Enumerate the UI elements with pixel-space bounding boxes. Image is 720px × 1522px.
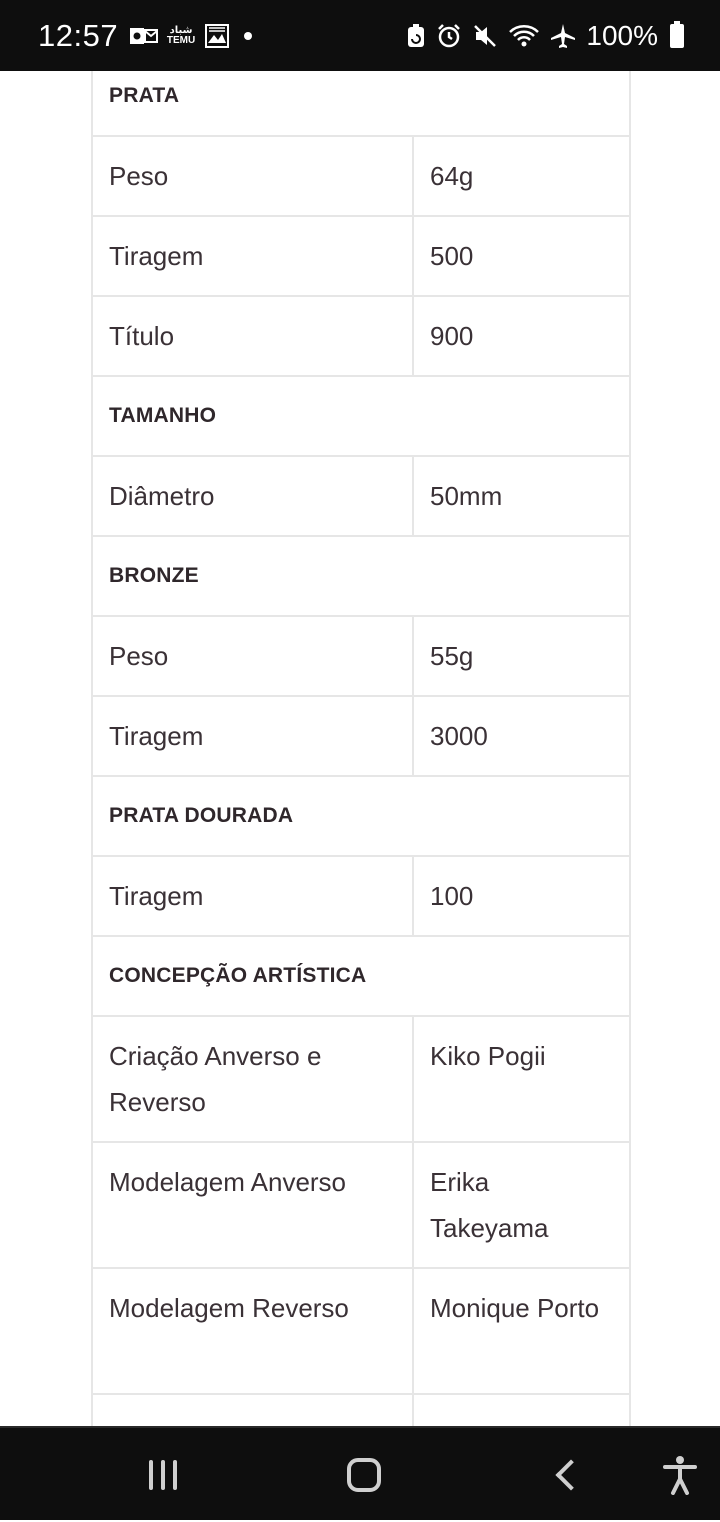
spec-label: Diâmetro bbox=[92, 456, 413, 536]
status-time: 12:57 bbox=[38, 17, 119, 53]
spec-value bbox=[413, 1394, 630, 1426]
spec-label: Modelagem Reverso bbox=[92, 1268, 413, 1394]
spec-value: 500 bbox=[413, 216, 630, 296]
section-header-row bbox=[92, 936, 630, 1016]
battery-percentage: 100% bbox=[586, 19, 658, 51]
gallery-icon bbox=[204, 23, 230, 49]
back-button[interactable] bbox=[532, 1428, 602, 1522]
spec-value: Kiko Pogii bbox=[413, 1016, 630, 1142]
spec-label: Tiragem bbox=[92, 216, 413, 296]
page-content[interactable] bbox=[0, 71, 720, 1426]
navigation-bar bbox=[0, 1426, 720, 1520]
section-header-row bbox=[92, 71, 630, 136]
airplane-icon bbox=[550, 23, 576, 49]
table-row bbox=[92, 856, 630, 936]
specifications-table-body bbox=[92, 71, 630, 1426]
home-button[interactable] bbox=[329, 1428, 399, 1522]
table-row bbox=[92, 696, 630, 776]
table-row bbox=[92, 1268, 630, 1394]
temu-label-top: شباد bbox=[169, 24, 193, 36]
spec-label: Título bbox=[92, 296, 413, 376]
spec-value: Monique Porto bbox=[413, 1268, 630, 1394]
system-icons bbox=[406, 20, 684, 52]
section-header-label: CONCEPÇÃO ARTÍSTICA bbox=[92, 936, 630, 1016]
spec-label: Criação Anverso e Reverso bbox=[92, 1016, 413, 1142]
battery-icon bbox=[670, 24, 684, 48]
section-header-row bbox=[92, 776, 630, 856]
alarm-icon bbox=[436, 23, 462, 49]
specifications-table bbox=[91, 71, 631, 1426]
table-row bbox=[92, 216, 630, 296]
spec-label: Tiragem bbox=[92, 696, 413, 776]
spec-label: Modelagem Anverso bbox=[92, 1142, 413, 1268]
accessibility-icon bbox=[663, 1455, 697, 1495]
back-icon bbox=[555, 1459, 586, 1490]
table-row bbox=[92, 1142, 630, 1268]
recents-icon bbox=[149, 1460, 177, 1490]
section-header-label: BRONZE bbox=[92, 536, 630, 616]
more-notifications-dot-icon bbox=[244, 32, 252, 40]
accessibility-button[interactable] bbox=[650, 1428, 710, 1522]
section-header-row bbox=[92, 376, 630, 456]
temu-label: TEMU bbox=[166, 34, 196, 46]
wifi-icon bbox=[508, 23, 540, 49]
spec-value: 64g bbox=[413, 136, 630, 216]
spec-label: Tiragem bbox=[92, 856, 413, 936]
recents-button[interactable] bbox=[128, 1428, 198, 1522]
section-header-label: PRATA bbox=[92, 71, 630, 136]
section-header-row bbox=[92, 536, 630, 616]
battery-saver-icon bbox=[406, 23, 426, 49]
spec-value: 55g bbox=[413, 616, 630, 696]
table-row bbox=[92, 296, 630, 376]
table-row bbox=[92, 616, 630, 696]
temu-icon bbox=[166, 26, 196, 46]
section-header-label: TAMANHO bbox=[92, 376, 630, 456]
section-header-label: PRATA DOURADA bbox=[92, 776, 630, 856]
mute-icon bbox=[472, 23, 498, 49]
table-row bbox=[92, 1016, 630, 1142]
table-row bbox=[92, 456, 630, 536]
spec-value: 900 bbox=[413, 296, 630, 376]
home-icon bbox=[347, 1458, 381, 1492]
spec-label: Peso bbox=[92, 616, 413, 696]
notification-icons bbox=[130, 23, 230, 49]
spec-value: 50mm bbox=[413, 456, 630, 536]
spec-value: Erika Takeyama bbox=[413, 1142, 630, 1268]
spec-label: Peso bbox=[92, 136, 413, 216]
status-bar bbox=[0, 0, 720, 71]
outlook-icon bbox=[130, 24, 158, 48]
spec-value: 100 bbox=[413, 856, 630, 936]
table-row bbox=[92, 136, 630, 216]
table-row bbox=[92, 1394, 630, 1426]
spec-value: 3000 bbox=[413, 696, 630, 776]
spec-label bbox=[92, 1394, 413, 1426]
